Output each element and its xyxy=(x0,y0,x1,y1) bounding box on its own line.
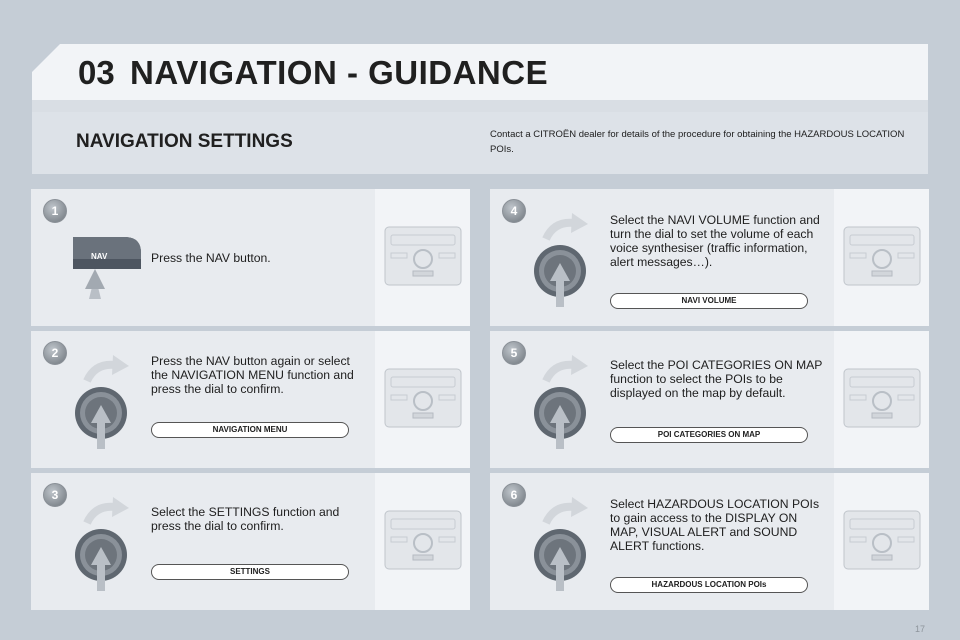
step-number: 3 xyxy=(43,483,67,507)
console-photo xyxy=(375,189,470,326)
page-title: NAVIGATION - GUIDANCE xyxy=(130,54,549,91)
step-number: 2 xyxy=(43,341,67,365)
step-text: Select the NAVI VOLUME function and turn the dial to set the volume of each voice synthesiser (traffic information, alert messages…). xyxy=(610,213,820,269)
console-photo xyxy=(375,473,470,610)
menu-item-label: SETTINGS xyxy=(151,564,349,580)
step-text: Press the NAV button again or select the NAVIGATION MENU function and press the dial to confirm. xyxy=(151,354,354,396)
step-number: 6 xyxy=(502,483,526,507)
dealer-note: Contact a CITROËN dealer for details of the procedure for obtaining the HAZARDOUS LOCATION POIs. xyxy=(490,129,905,155)
dial-icon xyxy=(526,493,606,593)
step-text: Select HAZARDOUS LOCATION POIs to gain access to the DISPLAY ON MAP, VISUAL ALERT and SOUND ALERT functions. xyxy=(610,497,820,553)
dial-icon xyxy=(67,493,147,593)
console-photo xyxy=(834,473,929,610)
step-panel-5 xyxy=(490,331,929,468)
step-number: 4 xyxy=(502,199,526,223)
dial-icon xyxy=(526,209,606,309)
step-text: Select the SETTINGS function and press the dial to confirm. xyxy=(151,505,340,533)
step-text: Select the POI CATEGORIES ON MAP function to select the POIs to be displayed on the map by default. xyxy=(610,358,823,400)
radio-console-icon xyxy=(842,507,922,577)
step-number: 5 xyxy=(502,341,526,365)
radio-console-icon xyxy=(842,223,922,293)
step-panel-6 xyxy=(490,473,929,610)
step-panel-2 xyxy=(31,331,470,468)
step-number: 1 xyxy=(43,199,67,223)
step-panel-1 xyxy=(31,189,470,326)
radio-console-icon xyxy=(383,507,463,577)
chapter-number: 03 xyxy=(78,54,115,91)
step-text: Press the NAV button. xyxy=(151,251,271,265)
section-title: NAVIGATION SETTINGS xyxy=(76,131,293,152)
console-photo xyxy=(834,331,929,468)
dial-icon xyxy=(526,351,606,451)
step-panel-4 xyxy=(490,189,929,326)
menu-item-label: NAVI VOLUME xyxy=(610,293,808,309)
dial-icon xyxy=(67,351,147,451)
console-photo xyxy=(375,331,470,468)
radio-console-icon xyxy=(842,365,922,435)
menu-item-label: HAZARDOUS LOCATION POIs xyxy=(610,577,808,593)
nav-button-icon xyxy=(69,229,144,301)
nav-button-label: NAV xyxy=(91,252,108,261)
menu-item-label: NAVIGATION MENU xyxy=(151,422,349,438)
radio-console-icon xyxy=(383,223,463,293)
menu-item-label: POI CATEGORIES ON MAP xyxy=(610,427,808,443)
radio-console-icon xyxy=(383,365,463,435)
console-photo xyxy=(834,189,929,326)
page-number: 17 xyxy=(915,624,926,634)
decorative-strip xyxy=(32,100,928,112)
step-panel-3 xyxy=(31,473,470,610)
